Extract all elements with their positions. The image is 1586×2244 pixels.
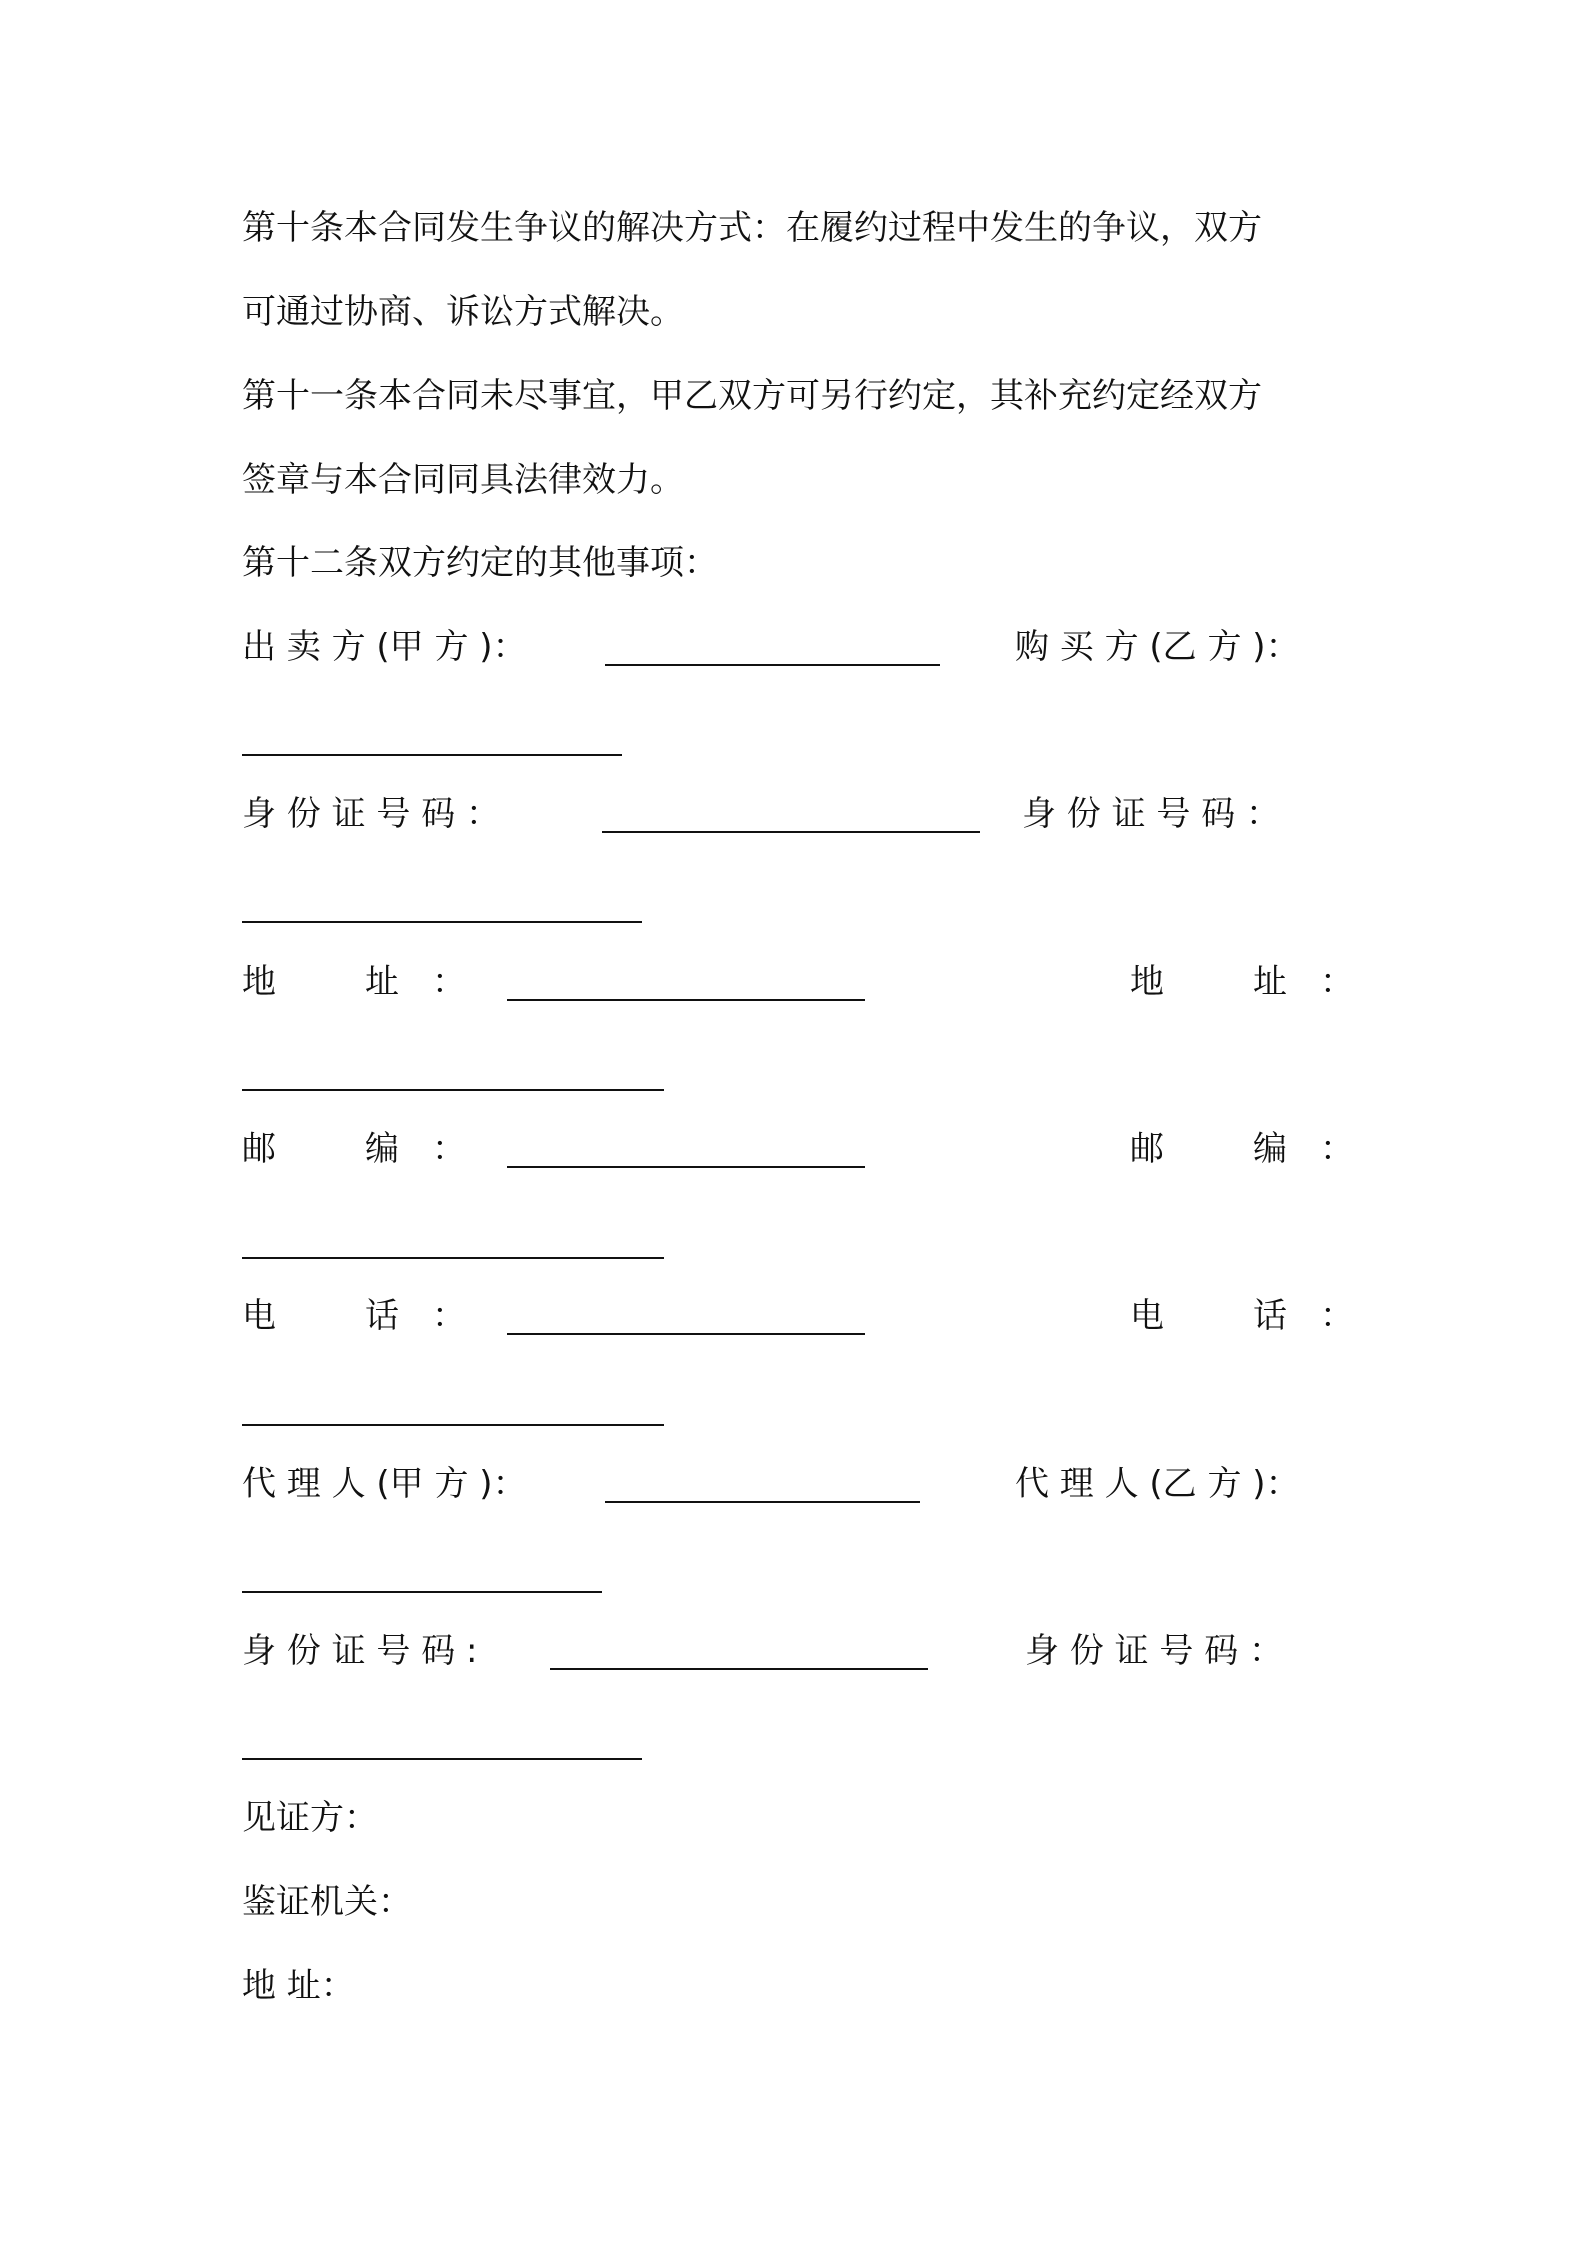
phone-colon: ：: [1320, 1296, 1354, 1336]
address-char-2: 址: [365, 962, 399, 1002]
postcode-char-2: 编: [365, 1129, 399, 1169]
seller-blank[interactable]: [605, 664, 940, 666]
address-colon: ：: [432, 962, 466, 1002]
postcode-char-2: 编: [1253, 1129, 1287, 1169]
clause-10-line-2: 可通过协商、诉讼方式解决。: [242, 292, 684, 332]
agent-b-blank[interactable]: [242, 1591, 602, 1593]
buyer-phone-blank[interactable]: [242, 1424, 664, 1426]
phone-char-2: 话: [1253, 1296, 1287, 1336]
buyer-blank[interactable]: [242, 754, 622, 756]
agent-a-id-label: 身 份 证 号 码 :: [242, 1631, 478, 1671]
seller-phone-blank[interactable]: [507, 1333, 865, 1335]
agent-a-label: 代 理 人 (甲 方 )：: [242, 1464, 527, 1504]
buyer-postcode-blank[interactable]: [242, 1257, 664, 1259]
buyer-id-blank[interactable]: [242, 921, 642, 923]
buyer-address-blank[interactable]: [242, 1089, 664, 1091]
phone-colon: ：: [432, 1296, 466, 1336]
clause-11-line-2: 签章与本合同同具法律效力。: [242, 460, 684, 500]
postcode-char-1: 邮: [1130, 1129, 1164, 1169]
postcode-colon: ：: [1320, 1129, 1354, 1169]
agent-b-id-blank[interactable]: [242, 1758, 642, 1760]
witness-label: 见证方：: [242, 1798, 378, 1838]
postcode-colon: ：: [432, 1129, 466, 1169]
buyer-id-label: 身 份 证 号 码 ：: [1022, 794, 1281, 834]
seller-address-blank[interactable]: [507, 999, 865, 1001]
phone-char-1: 电: [242, 1296, 276, 1336]
authority-label: 鉴证机关：: [242, 1882, 412, 1922]
seller-label: 出 卖 方 (甲 方 )：: [242, 627, 527, 667]
clause-11-line-1: 第十一条本合同未尽事宜，甲乙双方可另行约定，其补充约定经双方: [242, 376, 1262, 416]
agent-a-blank[interactable]: [605, 1501, 920, 1503]
phone-char-1: 电: [1130, 1296, 1164, 1336]
clause-10-line-1: 第十条本合同发生争议的解决方式：在履约过程中发生的争议，双方: [242, 208, 1262, 248]
agent-b-label: 代 理 人 (乙 方 )：: [1015, 1464, 1300, 1504]
seller-id-label: 身 份 证 号 码 ：: [242, 794, 501, 834]
buyer-label: 购 买 方 (乙 方 )：: [1015, 627, 1300, 667]
clause-12: 第十二条双方约定的其他事项：: [242, 543, 718, 583]
footer-address-label: 地 址：: [242, 1966, 355, 2006]
address-char-2: 址: [1253, 962, 1287, 1002]
address-char-1: 地: [242, 962, 276, 1002]
agent-b-id-label: 身 份 证 号 码 ：: [1025, 1631, 1284, 1671]
address-colon: ：: [1320, 962, 1354, 1002]
seller-postcode-blank[interactable]: [507, 1166, 865, 1168]
address-char-1: 地: [1130, 962, 1164, 1002]
agent-a-id-blank[interactable]: [550, 1668, 928, 1670]
seller-id-blank[interactable]: [602, 831, 980, 833]
phone-char-2: 话: [365, 1296, 399, 1336]
postcode-char-1: 邮: [242, 1129, 276, 1169]
